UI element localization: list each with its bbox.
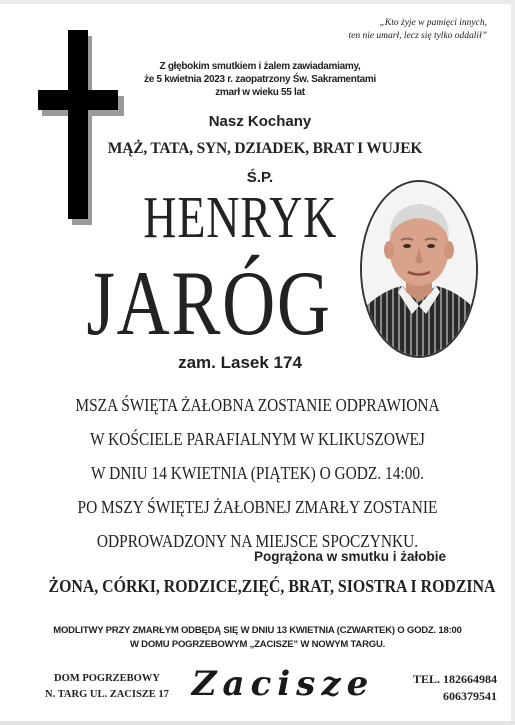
intro-line-2: że 5 kwietnia 2023 r. zaopatrzony Św. Sakramentami xyxy=(144,74,376,85)
prayers-line-2: W DOMU POGRZEBOWYM „ZACISZE” W NOWYM TARGU. xyxy=(129,639,386,650)
mass-line-3: W DNIU 14 KWIETNIA (PIĄTEK) O GODZ. 14:00. xyxy=(91,463,424,483)
phone-2: 606379541 xyxy=(443,689,497,703)
mass-line-4: PO MSZY ŚWIĘTEJ ŻAŁOBNEJ ZMARŁY ZOSTANIE xyxy=(77,497,438,517)
mass-details xyxy=(25,388,490,558)
relations-line: MĄŻ, TATA, SYN, DZIADEK, BRAT I WUJEK xyxy=(107,140,423,157)
quote-line-2: ten nie umarł, lecz się tylko oddalił” xyxy=(348,31,487,41)
portrait-photo xyxy=(360,180,478,358)
family-list: ŻONA, CÓRKI, RODZICE,ZIĘĆ, BRAT, SIOSTRA I RODZINA xyxy=(48,576,496,596)
page-bottom-border xyxy=(0,721,515,725)
sp-prefix: Ś.P. xyxy=(246,169,274,186)
announcement-intro xyxy=(140,60,380,99)
memorial-quote xyxy=(267,17,487,43)
beloved-heading: Nasz Kochany xyxy=(208,113,312,130)
page-top-border xyxy=(0,0,515,4)
mass-line-5: ODPROWADZONY NA MIEJSCE SPOCZYNKU. xyxy=(96,531,419,551)
funeral-home-address: N. TARG UL. ZACISZE 17 xyxy=(45,689,169,700)
mourning-line: Pogrążona w smutku i żałobie xyxy=(253,549,447,564)
deceased-last-name: JARÓG xyxy=(86,252,332,354)
cross-icon xyxy=(38,30,124,225)
intro-line-1: Z głębokim smutkiem i żalem zawiadamiamy, xyxy=(159,61,361,72)
prayers-line-1: MODLITWY PRZY ZMARŁYM ODBĘDĄ SIĘ W DNIU 13 KWIETNIA (CZWARTEK) O GODZ. 18:00 xyxy=(53,625,462,636)
mass-line-1: MSZA ŚWIĘTA ŻAŁOBNA ZOSTANIE ODPRAWIONA xyxy=(75,395,440,415)
funeral-home-logo: Zacisze xyxy=(191,664,375,704)
mass-line-2: W KOŚCIELE PARAFIALNYM W KLIKUSZOWEJ xyxy=(90,429,425,449)
funeral-home-name: DOM POGRZEBOWY xyxy=(54,673,160,684)
portrait-image xyxy=(362,182,476,356)
quote-line-1: „Kto żyje w pamięci innych, xyxy=(379,18,487,28)
deceased-first-name: HENRYK xyxy=(143,184,338,250)
residence-address: zam. Lasek 174 xyxy=(178,353,302,372)
funeral-home-phones xyxy=(392,671,497,705)
page-right-border xyxy=(511,0,515,725)
phone-1: TEL. 182664984 xyxy=(412,672,497,686)
funeral-home-info xyxy=(22,671,192,703)
prayers-notice xyxy=(20,624,495,652)
intro-line-3: zmarł w wieku 55 lat xyxy=(215,87,305,98)
